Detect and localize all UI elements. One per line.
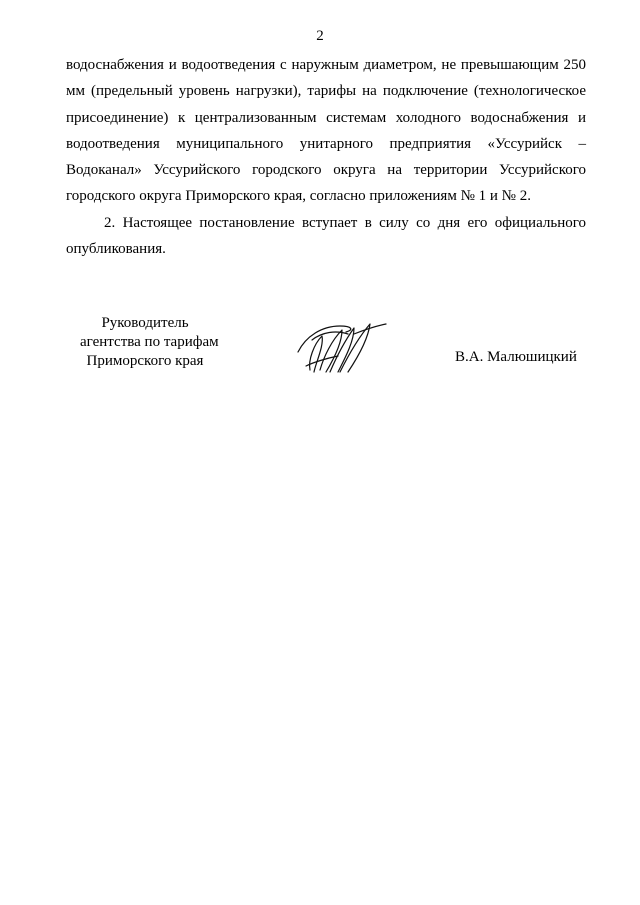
paragraph-continuation: водоснабжения и водоотведения с наружным диаметром, не превышающим 250 мм (предельный уровень нагрузки), тарифы на подключение (технологическое присоединение) к централизованным системам холодного водоснабжения и водоотведения муниципального унитарного предприятия «Уссурийск – Водоканал» Уссурийского городского округа на территории Уссурийского городского округа Приморского края, согласно приложениям № 1 и № 2. [66,57,586,205]
signatory-title-line: Приморского края [86,353,204,369]
page-number: 2 [316,28,324,44]
signatory-title-line: Руководитель [101,315,189,331]
handwritten-signature [292,316,388,376]
paragraph-effective-date: 2. Настоящее постановление вступает в силу со дня его официального опубликования. [66,214,586,258]
signer-name: В.А. Малюшицкий [455,349,577,365]
signatory-title-line: агентства по тарифам [80,334,219,350]
signatory-title [80,314,219,371]
document-body [66,52,586,262]
